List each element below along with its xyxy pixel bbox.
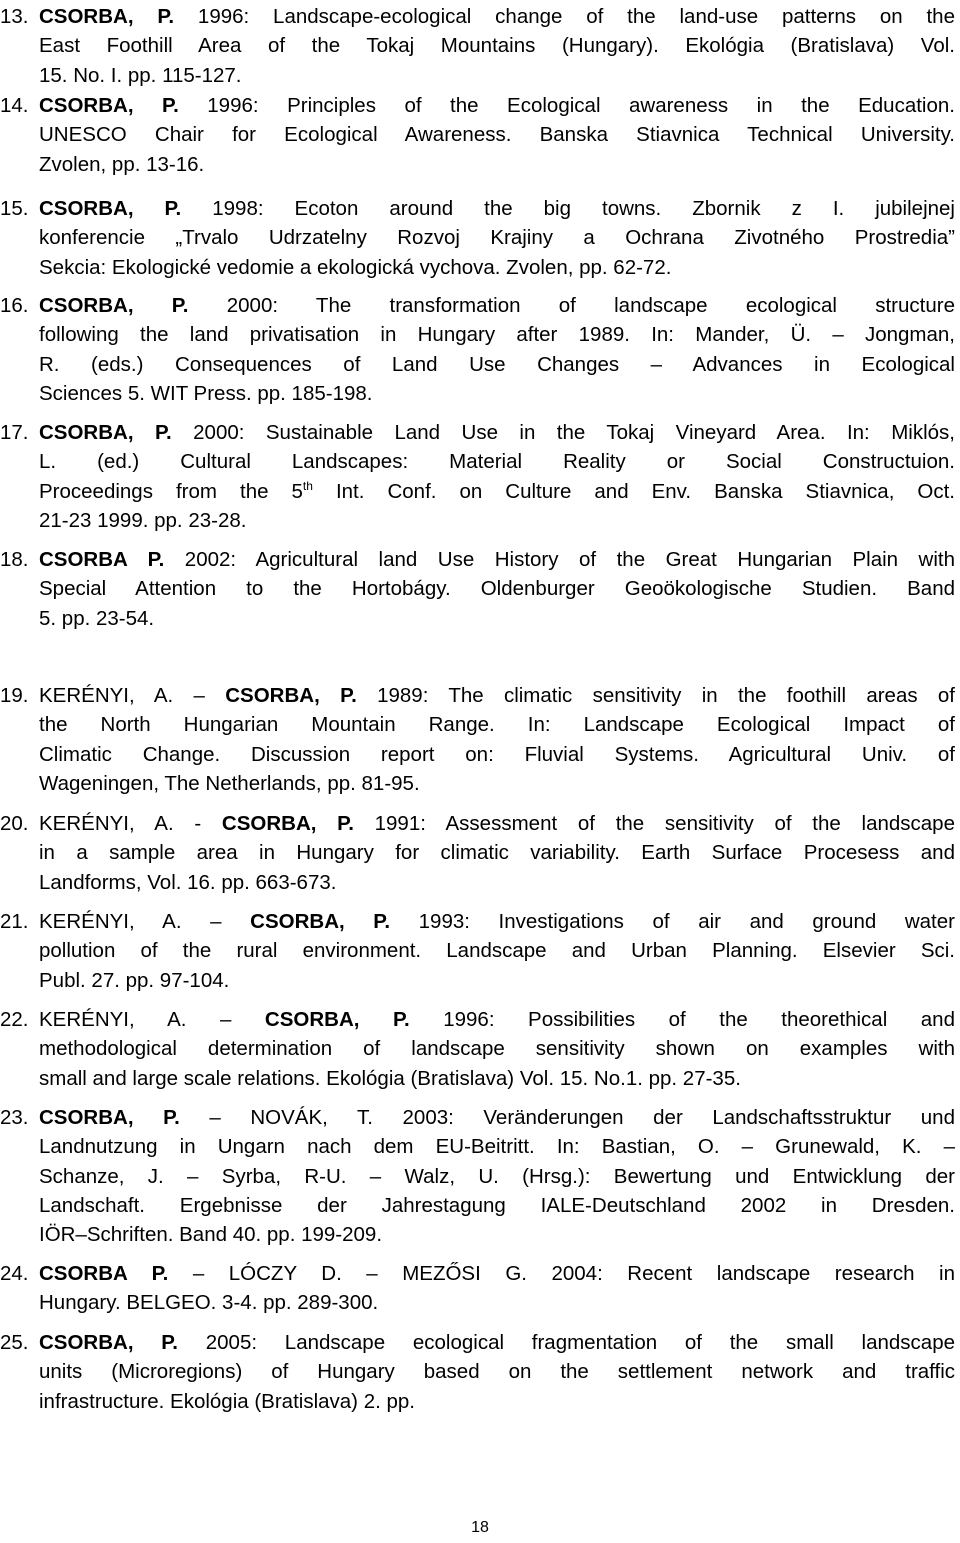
author-name: CSORBA, P. xyxy=(39,5,175,28)
reference-line xyxy=(39,1064,955,1093)
author-name: CSORBA, P. xyxy=(221,812,354,835)
reference-line xyxy=(39,1132,955,1161)
reference-line xyxy=(39,574,955,603)
reference-line xyxy=(39,2,955,31)
citation-text: Hungary. BELGEO. 3-4. pp. 289-300. xyxy=(39,1291,379,1315)
citation-text: 5. pp. 23-54. xyxy=(39,606,155,630)
reference-line xyxy=(39,907,955,936)
citation-text: Proceedings from the 5 xyxy=(39,479,303,503)
reference-line xyxy=(39,545,955,574)
reference-text xyxy=(39,1005,955,1093)
citation-text: Sciences 5. WIT Press. pp. 185-198. xyxy=(39,381,373,405)
reference-line xyxy=(39,936,955,965)
citation-text: Sekcia: Ekologické vedomie a ekologická vychova. Zvolen, pp. 62-72. xyxy=(39,255,672,279)
reference-number: 17. xyxy=(0,421,29,444)
reference-line xyxy=(39,1288,955,1317)
reference-line xyxy=(39,1034,955,1063)
reference-line xyxy=(39,966,955,995)
citation-text: methodological determination of landscape sensitivity shown on examples with xyxy=(39,1037,955,1061)
reference-line xyxy=(39,150,955,179)
citation-text: in a sample area in Hungary for climatic variability. Earth Surface Procesess and xyxy=(39,841,955,865)
reference-text xyxy=(39,1328,955,1416)
reference-text xyxy=(39,2,955,90)
citation-text: Climatic Change. Discussion report on: Fluvial Systems. Agricultural Univ. of xyxy=(39,742,955,766)
author-name: CSORBA P. xyxy=(39,548,165,571)
author-name: CSORBA, P. xyxy=(39,1106,180,1129)
reference-text xyxy=(39,1103,955,1249)
citation-text: pollution of the rural environment. Landscape and Urban Planning. Elsevier Sci. xyxy=(39,939,955,963)
citation-text: 1996: Possibilities of the theorethical and xyxy=(409,1008,955,1031)
reference-line xyxy=(39,350,955,379)
citation-text: L. (ed.) Cultural Landscapes: Material Reality or Social Constructuion. xyxy=(39,450,955,474)
citation-text: 2002: Agricultural land Use History of the Great Hungarian Plain with xyxy=(164,548,956,571)
citation-text: – NOVÁK, T. 2003: Veränderungen der Landschaftsstruktur und xyxy=(179,1106,955,1129)
citation-text: the North Hungarian Mountain Range. In: Landscape Ecological Impact of xyxy=(39,713,955,737)
citation-text: 15. No. I. pp. 115-127. xyxy=(39,63,242,87)
citation-text: Landforms, Vol. 16. pp. 663-673. xyxy=(39,870,337,894)
author-name: CSORBA, P. xyxy=(39,197,182,220)
citation-text: IÖR–Schriften. Band 40. pp. 199-209. xyxy=(39,1223,383,1247)
citation-text: 21-23 1999. pp. 23-28. xyxy=(39,508,247,532)
citation-text: konferencie „Trvalo Udrzatelny Rozvoj Krajiny a Ochrana Zivotného Prostredia” xyxy=(39,226,955,250)
citation-text: UNESCO Chair for Ecological Awareness. Banska Stiavnica Technical University. xyxy=(39,123,955,147)
citation-text: Int. Conf. on Culture and Env. Banska Stiavnica, Oct. xyxy=(312,479,955,503)
reference-number: 23. xyxy=(0,1106,29,1129)
reference-text xyxy=(39,1259,955,1318)
reference-line xyxy=(39,91,955,120)
reference-line xyxy=(39,320,955,349)
reference-line xyxy=(39,769,955,798)
citation-text: Zvolen, pp. 13-16. xyxy=(39,152,205,176)
reference-line xyxy=(39,61,955,90)
author-name: CSORBA, P. xyxy=(39,94,179,117)
reference-text xyxy=(39,545,955,633)
citation-text: East Foothill Area of the Tokaj Mountains (Hungary). Ekológia (Bratislava) Vol. xyxy=(39,34,955,58)
reference-line xyxy=(39,838,955,867)
reference-text xyxy=(39,418,955,535)
reference-line xyxy=(39,1005,955,1034)
reference-line xyxy=(39,253,955,282)
citation-text: KERÉNYI, A. - xyxy=(39,812,222,835)
reference-line xyxy=(39,506,955,535)
reference-number: 14. xyxy=(0,94,29,117)
reference-line xyxy=(39,379,955,408)
reference-line xyxy=(39,681,955,710)
citation-text: 1991: Assessment of the sensitivity of the landscape xyxy=(353,812,955,835)
citation-text: 2005: Landscape ecological fragmentation of the small landscape xyxy=(178,1331,955,1354)
reference-line xyxy=(39,710,955,739)
citation-text: units (Microregions) of Hungary based on the settlement network and traffic xyxy=(39,1360,955,1384)
reference-number: 18. xyxy=(0,548,29,571)
citation-text: 1996: Landscape-ecological change of the land-use patterns on the xyxy=(174,5,955,28)
reference-text xyxy=(39,91,955,179)
citation-text: infrastructure. Ekológia (Bratislava) 2. pp. xyxy=(39,1389,415,1413)
author-name: CSORBA, P. xyxy=(39,1331,179,1354)
author-name: CSORBA, P. xyxy=(250,910,391,933)
reference-text xyxy=(39,809,955,897)
citation-text: KERÉNYI, A. – xyxy=(39,910,251,933)
reference-number: 25. xyxy=(0,1331,29,1354)
citation-text: R. (eds.) Consequences of Land Use Changes – Advances in Ecological xyxy=(39,352,955,376)
author-name: CSORBA, P. xyxy=(264,1008,410,1031)
superscript: th xyxy=(302,478,313,493)
citation-text: – LÓCZY D. – MEZŐSI G. 2004: Recent landscape research in xyxy=(168,1262,955,1285)
reference-number: 24. xyxy=(0,1262,29,1285)
reference-line xyxy=(39,31,955,60)
reference-text xyxy=(39,681,955,798)
citation-text: following the land privatisation in Hungary after 1989. In: Mander, Ü. – Jongman, xyxy=(39,323,955,347)
citation-text: 1993: Investigations of air and ground water xyxy=(390,910,955,933)
page-number: 18 xyxy=(471,1519,489,1536)
citation-text: Landschaft. Ergebnisse der Jahrestagung IALE-Deutschland 2002 in Dresden. xyxy=(39,1193,955,1217)
citation-text: Landnutzung in Ungarn nach dem EU-Beitritt. In: Bastian, O. – Grunewald, K. – xyxy=(39,1135,955,1159)
reference-number: 21. xyxy=(0,910,29,933)
reference-line xyxy=(39,1191,955,1220)
citation-text: Publ. 27. pp. 97-104. xyxy=(39,968,230,992)
reference-number: 19. xyxy=(0,684,29,707)
reference-line xyxy=(39,1357,955,1386)
reference-line xyxy=(39,1220,955,1249)
reference-number: 16. xyxy=(0,294,29,317)
reference-line xyxy=(39,868,955,897)
reference-line xyxy=(39,1328,955,1357)
reference-number: 15. xyxy=(0,197,29,220)
reference-line xyxy=(39,1103,955,1132)
reference-line xyxy=(39,740,955,769)
reference-line xyxy=(39,447,955,476)
reference-number: 22. xyxy=(0,1008,29,1031)
reference-line xyxy=(39,418,955,447)
reference-line xyxy=(39,604,955,633)
citation-text: 1989: The climatic sensitivity in the foothill areas of xyxy=(356,684,956,707)
citation-text: 2000: Sustainable Land Use in the Tokaj Vineyard Area. In: Miklós, xyxy=(171,421,955,444)
author-name: CSORBA, P. xyxy=(225,684,357,707)
reference-text xyxy=(39,907,955,995)
citation-text: 1998: Ecoton around the big towns. Zbornik z I. jubilejnej xyxy=(181,197,955,220)
author-name: CSORBA P. xyxy=(39,1262,169,1285)
reference-line xyxy=(39,1162,955,1191)
reference-line xyxy=(39,809,955,838)
citation-text: 1996: Principles of the Ecological awareness in the Education. xyxy=(178,94,955,117)
reference-line xyxy=(39,477,955,506)
reference-number: 13. xyxy=(0,5,29,28)
citation-text: KERÉNYI, A. – xyxy=(39,1008,265,1031)
reference-line xyxy=(39,1387,955,1416)
reference-line xyxy=(39,194,955,223)
reference-line xyxy=(39,120,955,149)
reference-text xyxy=(39,291,955,408)
citation-text: Wageningen, The Netherlands, pp. 81-95. xyxy=(39,771,420,795)
reference-text xyxy=(39,194,955,282)
author-name: CSORBA, P. xyxy=(39,421,172,444)
citation-text: 2000: The transformation of landscape ecological structure xyxy=(188,294,955,317)
author-name: CSORBA, P. xyxy=(39,294,189,317)
citation-text: KERÉNYI, A. – xyxy=(39,684,226,707)
reference-line xyxy=(39,291,955,320)
reference-line xyxy=(39,223,955,252)
citation-text: Special Attention to the Hortobágy. Oldenburger Geoökologische Studien. Band xyxy=(39,577,955,601)
reference-number: 20. xyxy=(0,812,29,835)
citation-text: Schanze, J. – Syrba, R-U. – Walz, U. (Hrsg.): Bewertung und Entwicklung der xyxy=(39,1164,955,1188)
citation-text: small and large scale relations. Ekológia (Bratislava) Vol. 15. No.1. pp. 27-35. xyxy=(39,1066,741,1090)
reference-line xyxy=(39,1259,955,1288)
